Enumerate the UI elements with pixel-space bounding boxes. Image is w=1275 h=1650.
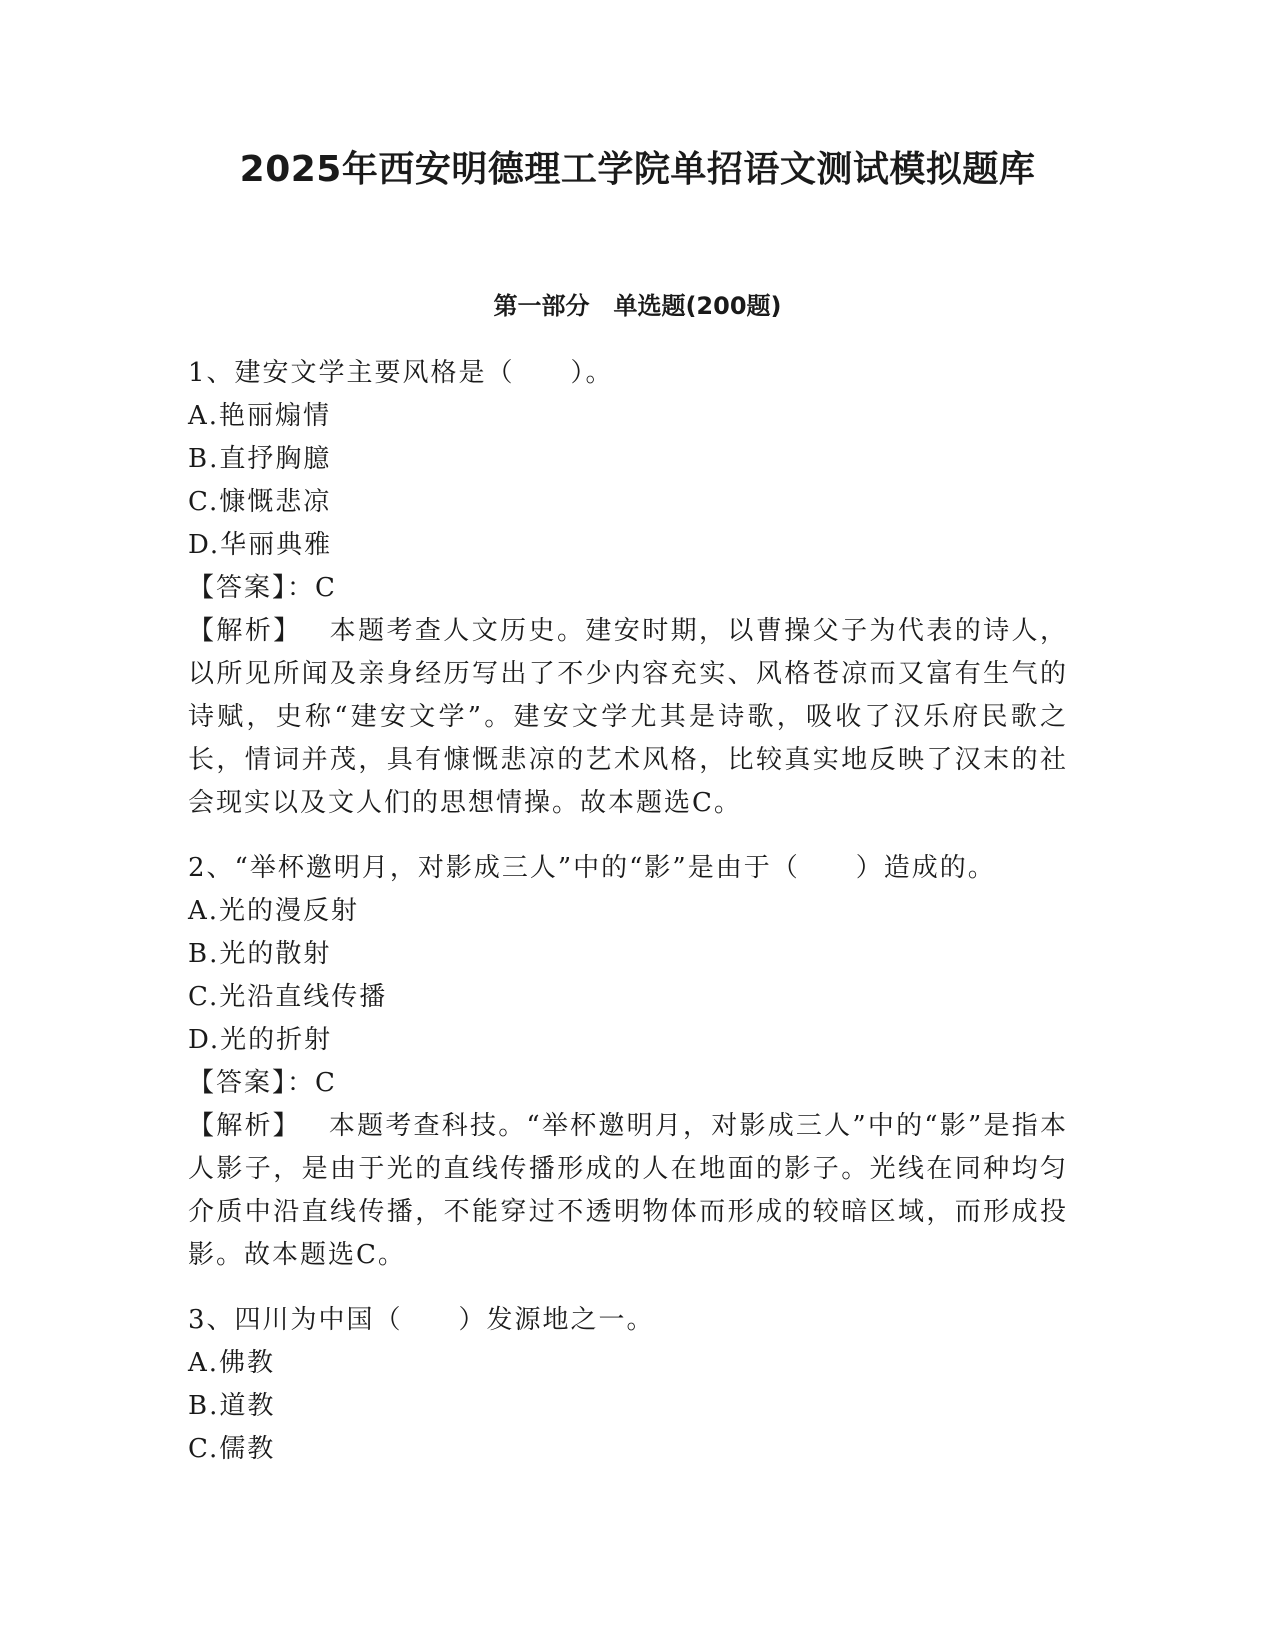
option-b: B.光的散射 — [188, 939, 332, 969]
answer: 【答案】：C — [188, 1068, 337, 1098]
question-stem: 3、四川为中国（ ）发源地之一。 — [188, 1305, 655, 1335]
option-a: A.佛教 — [188, 1348, 276, 1378]
analysis-label: 【解析】 — [188, 1111, 301, 1141]
option-b: B.道教 — [188, 1391, 276, 1421]
analysis-text: 本题考查人文历史。建安时期，以曹操父子为代表的诗人，以所见所闻及亲身经历写出了不少内容充实、风格苍凉而又富有生气的诗赋，史称“建安文学”。建安文学尤其是诗歌，吸收了汉乐府民歌之长，情词并茂，具有慷慨悲凉的艺术风格，比较真实地反映了汉末的社会现实以及文人们的思想情操。故本题选C。 — [188, 616, 1068, 818]
analysis-label: 【解析】 — [188, 616, 302, 646]
answer: 【答案】：C — [188, 573, 337, 603]
question-stem: 1、建安文学主要风格是（ ）。 — [188, 358, 614, 388]
question-3 — [188, 1299, 1068, 1471]
analysis — [188, 1105, 1068, 1277]
option-c: C.慷慨悲凉 — [188, 487, 332, 517]
analysis-text: 本题考查科技。“举杯邀明月，对影成三人”中的“影”是指本人影子，是由于光的直线传播形成的人在地面的影子。光线在同种均匀介质中沿直线传播，不能穿过不透明物体而形成的较暗区域，而形成投影。故本题选C。 — [188, 1111, 1068, 1270]
option-c: C.儒教 — [188, 1434, 276, 1464]
option-d: D.华丽典雅 — [188, 530, 333, 560]
option-d: D.光的折射 — [188, 1025, 333, 1055]
question-list — [188, 352, 1068, 1493]
question-1 — [188, 352, 1068, 825]
option-c: C.光沿直线传播 — [188, 982, 388, 1012]
analysis — [188, 610, 1068, 825]
option-b: B.直抒胸臆 — [188, 444, 332, 474]
question-2 — [188, 847, 1068, 1277]
question-stem: 2、“举杯邀明月，对影成三人”中的“影”是由于（ ）造成的。 — [188, 853, 996, 883]
option-a: A.艳丽煽情 — [188, 401, 332, 431]
section-title: 第一部分 单选题(200题) — [493, 292, 782, 320]
option-a: A.光的漫反射 — [188, 896, 360, 926]
document-title: 2025年西安明德理工学院单招语文测试模拟题库 — [239, 149, 1036, 190]
